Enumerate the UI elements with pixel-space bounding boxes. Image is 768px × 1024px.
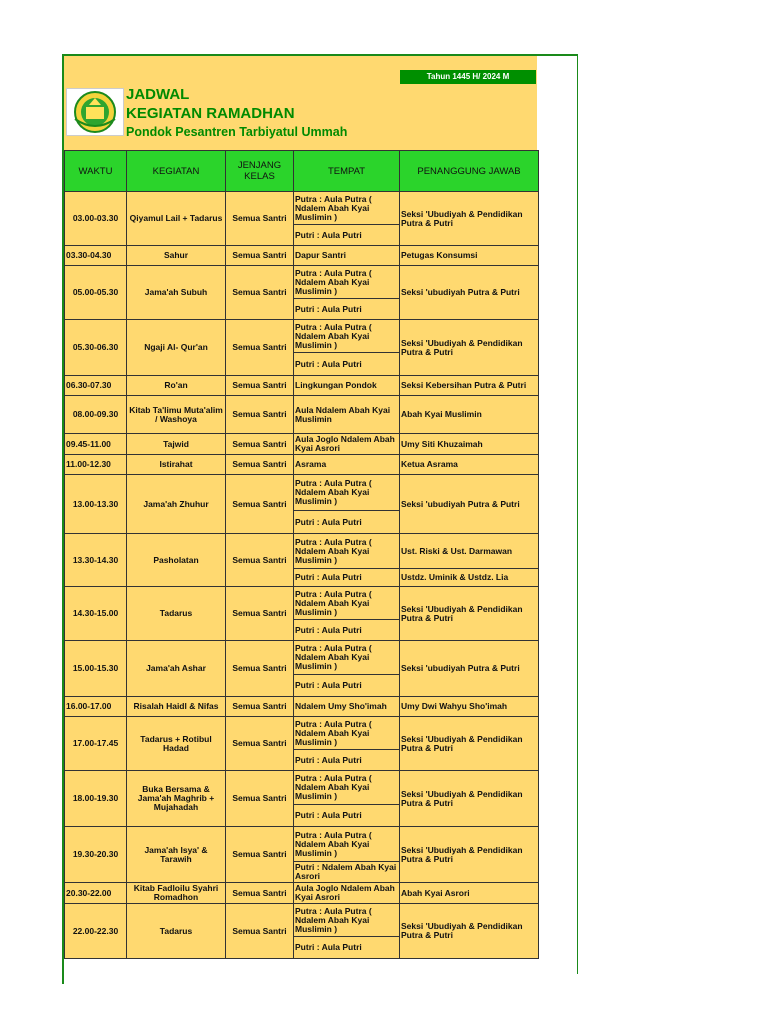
column-header-penanggung-jawab: PENANGGUNG JAWAB — [400, 151, 539, 192]
cell-waktu: 09.45-11.00 — [65, 434, 127, 455]
cell-penanggung-jawab: Umy Siti Khuzaimah — [400, 434, 539, 455]
cell-waktu: 16.00-17.00 — [65, 697, 127, 717]
cell-jenjang: Semua Santri — [226, 376, 294, 396]
cell-tempat: Aula Joglo Ndalem Abah Kyai Asrori — [294, 434, 400, 455]
cell-penanggung-jawab: Seksi 'Ubudiyah & Pendidikan Putra & Putri — [400, 192, 539, 246]
cell-tempat: Putri : Ndalem Abah Kyai Asrori — [294, 862, 400, 883]
cell-penanggung-jawab: Seksi 'Ubudiyah & Pendidikan Putra & Putri — [400, 904, 539, 959]
cell-waktu: 13.30-14.30 — [65, 534, 127, 587]
table-row — [65, 717, 539, 750]
sheet-border — [62, 974, 64, 984]
cell-tempat: Putra : Aula Putra ( Ndalem Abah Kyai Muslimin ) — [294, 771, 400, 805]
cell-kegiatan: Jama'ah Subuh — [127, 266, 226, 320]
cell-waktu: 20.30-22.00 — [65, 883, 127, 904]
cell-waktu: 18.00-19.30 — [65, 771, 127, 827]
table-row — [65, 266, 539, 299]
cell-kegiatan: Ngaji Al- Qur'an — [127, 320, 226, 376]
cell-kegiatan: Tadarus — [127, 904, 226, 959]
cell-tempat: Ndalem Umy Sho'imah — [294, 697, 400, 717]
cell-jenjang: Semua Santri — [226, 434, 294, 455]
column-header-jenjang: JENJANG KELAS — [226, 151, 294, 192]
cell-jenjang: Semua Santri — [226, 396, 294, 434]
cell-tempat: Putri : Aula Putri — [294, 353, 400, 376]
table-row — [65, 475, 539, 511]
cell-kegiatan: Ro'an — [127, 376, 226, 396]
cell-jenjang: Semua Santri — [226, 192, 294, 246]
cell-penanggung-jawab: Petugas Konsumsi — [400, 246, 539, 266]
cell-penanggung-jawab: Seksi 'Ubudiyah & Pendidikan Putra & Putri — [400, 827, 539, 883]
cell-waktu: 15.00-15.30 — [65, 641, 127, 697]
title-line-2: KEGIATAN RAMADHAN — [126, 105, 295, 122]
cell-jenjang: Semua Santri — [226, 475, 294, 534]
table-row — [65, 827, 539, 862]
cell-penanggung-jawab: Seksi 'ubudiyah Putra & Putri — [400, 475, 539, 534]
cell-penanggung-jawab: Umy Dwi Wahyu Sho'imah — [400, 697, 539, 717]
cell-tempat: Asrama — [294, 455, 400, 475]
cell-tempat: Aula Joglo Ndalem Abah Kyai Asrori — [294, 883, 400, 904]
table-row — [65, 587, 539, 620]
table-row — [65, 534, 539, 569]
cell-waktu: 11.00-12.30 — [65, 455, 127, 475]
table-row — [65, 192, 539, 225]
cell-waktu: 06.30-07.30 — [65, 376, 127, 396]
column-header-kegiatan: KEGIATAN — [127, 151, 226, 192]
cell-penanggung-jawab: Abah Kyai Asrori — [400, 883, 539, 904]
cell-tempat: Aula Ndalem Abah Kyai Muslimin — [294, 396, 400, 434]
cell-tempat: Putri : Aula Putri — [294, 805, 400, 827]
cell-waktu: 13.00-13.30 — [65, 475, 127, 534]
cell-jenjang: Semua Santri — [226, 904, 294, 959]
cell-jenjang: Semua Santri — [226, 534, 294, 587]
cell-penanggung-jawab: Seksi 'ubudiyah Putra & Putri — [400, 266, 539, 320]
cell-tempat: Putri : Aula Putri — [294, 569, 400, 587]
cell-jenjang: Semua Santri — [226, 827, 294, 883]
cell-tempat: Putra : Aula Putra ( Ndalem Abah Kyai Muslimin ) — [294, 717, 400, 750]
cell-waktu: 05.30-06.30 — [65, 320, 127, 376]
cell-waktu: 08.00-09.30 — [65, 396, 127, 434]
cell-waktu: 19.30-20.30 — [65, 827, 127, 883]
cell-tempat: Putri : Aula Putri — [294, 937, 400, 959]
cell-waktu: 03.30-04.30 — [65, 246, 127, 266]
cell-kegiatan: Jama'ah Zhuhur — [127, 475, 226, 534]
cell-kegiatan: Jama'ah Ashar — [127, 641, 226, 697]
cell-tempat: Putra : Aula Putra ( Ndalem Abah Kyai Muslimin ) — [294, 904, 400, 937]
cell-penanggung-jawab: Seksi Kebersihan Putra & Putri — [400, 376, 539, 396]
cell-waktu: 03.00-03.30 — [65, 192, 127, 246]
cell-jenjang: Semua Santri — [226, 717, 294, 771]
title-line-3: Pondok Pesantren Tarbiyatul Ummah — [126, 125, 348, 139]
cell-penanggung-jawab: Seksi 'Ubudiyah & Pendidikan Putra & Putri — [400, 320, 539, 376]
cell-penanggung-jawab: Seksi 'Ubudiyah & Pendidikan Putra & Putri — [400, 771, 539, 827]
cell-tempat: Putra : Aula Putra ( Ndalem Abah Kyai Muslimin ) — [294, 641, 400, 675]
cell-kegiatan: Kitab Ta'limu Muta'alim / Washoya — [127, 396, 226, 434]
year-badge: Tahun 1445 H/ 2024 M — [400, 70, 536, 84]
table-row — [65, 771, 539, 805]
table-row — [65, 883, 539, 904]
cell-waktu: 22.00-22.30 — [65, 904, 127, 959]
table-row — [65, 697, 539, 717]
cell-waktu: 14.30-15.00 — [65, 587, 127, 641]
cell-jenjang: Semua Santri — [226, 320, 294, 376]
cell-kegiatan: Tajwid — [127, 434, 226, 455]
cell-kegiatan: Istirahat — [127, 455, 226, 475]
cell-kegiatan: Jama'ah Isya' & Tarawih — [127, 827, 226, 883]
table-row — [65, 376, 539, 396]
schedule-table — [64, 150, 539, 959]
cell-tempat: Putri : Aula Putri — [294, 750, 400, 771]
table-row — [65, 396, 539, 434]
cell-tempat: Putra : Aula Putra ( Ndalem Abah Kyai Muslimin ) — [294, 827, 400, 862]
cell-penanggung-jawab: Ketua Asrama — [400, 455, 539, 475]
table-row — [65, 904, 539, 937]
cell-penanggung-jawab: Seksi 'ubudiyah Putra & Putri — [400, 641, 539, 697]
table-row — [65, 246, 539, 266]
cell-jenjang: Semua Santri — [226, 455, 294, 475]
cell-tempat: Lingkungan Pondok — [294, 376, 400, 396]
cell-jenjang: Semua Santri — [226, 587, 294, 641]
cell-jenjang: Semua Santri — [226, 266, 294, 320]
cell-penanggung-jawab: Seksi 'Ubudiyah & Pendidikan Putra & Putri — [400, 717, 539, 771]
table-row — [65, 455, 539, 475]
table-row — [65, 641, 539, 675]
cell-kegiatan: Tadarus — [127, 587, 226, 641]
cell-tempat: Putri : Aula Putri — [294, 675, 400, 697]
cell-penanggung-jawab: Abah Kyai Muslimin — [400, 396, 539, 434]
cell-jenjang: Semua Santri — [226, 641, 294, 697]
cell-tempat: Putra : Aula Putra ( Ndalem Abah Kyai Muslimin ) — [294, 587, 400, 620]
column-header-tempat: TEMPAT — [294, 151, 400, 192]
column-header-waktu: WAKTU — [65, 151, 127, 192]
cell-kegiatan: Risalah Haidl & Nifas — [127, 697, 226, 717]
cell-penanggung-jawab: Seksi 'Ubudiyah & Pendidikan Putra & Putri — [400, 587, 539, 641]
cell-tempat: Putra : Aula Putra ( Ndalem Abah Kyai Muslimin ) — [294, 266, 400, 299]
cell-tempat: Putra : Aula Putra ( Ndalem Abah Kyai Muslimin ) — [294, 475, 400, 511]
cell-kegiatan: Buka Bersama & Jama'ah Maghrib + Mujahadah — [127, 771, 226, 827]
cell-kegiatan: Sahur — [127, 246, 226, 266]
table-row — [65, 434, 539, 455]
cell-jenjang: Semua Santri — [226, 246, 294, 266]
cell-tempat: Putri : Aula Putri — [294, 299, 400, 320]
cell-waktu: 05.00-05.30 — [65, 266, 127, 320]
cell-tempat: Putri : Aula Putri — [294, 620, 400, 641]
cell-kegiatan: Tadarus + Rotibul Hadad — [127, 717, 226, 771]
cell-waktu: 17.00-17.45 — [65, 717, 127, 771]
title-line-1: JADWAL — [126, 86, 190, 103]
cell-kegiatan: Kitab Fadloilu Syahri Romadhon — [127, 883, 226, 904]
cell-tempat: Putri : Aula Putri — [294, 225, 400, 246]
cell-penanggung-jawab: Ustdz. Uminik & Ustdz. Lia — [400, 569, 539, 587]
pesantren-logo-icon — [66, 88, 124, 136]
cell-tempat: Putra : Aula Putra ( Ndalem Abah Kyai Muslimin ) — [294, 534, 400, 569]
table-header-row — [65, 151, 539, 192]
cell-jenjang: Semua Santri — [226, 771, 294, 827]
cell-tempat: Dapur Santri — [294, 246, 400, 266]
cell-kegiatan: Qiyamul Lail + Tadarus — [127, 192, 226, 246]
cell-penanggung-jawab: Ust. Riski & Ust. Darmawan — [400, 534, 539, 569]
cell-kegiatan: Pasholatan — [127, 534, 226, 587]
cell-tempat: Putra : Aula Putra ( Ndalem Abah Kyai Muslimin ) — [294, 192, 400, 225]
schedule-header — [64, 56, 537, 150]
cell-tempat: Putra : Aula Putra ( Ndalem Abah Kyai Muslimin ) — [294, 320, 400, 353]
cell-jenjang: Semua Santri — [226, 883, 294, 904]
cell-jenjang: Semua Santri — [226, 697, 294, 717]
table-row — [65, 320, 539, 353]
cell-tempat: Putri : Aula Putri — [294, 511, 400, 534]
